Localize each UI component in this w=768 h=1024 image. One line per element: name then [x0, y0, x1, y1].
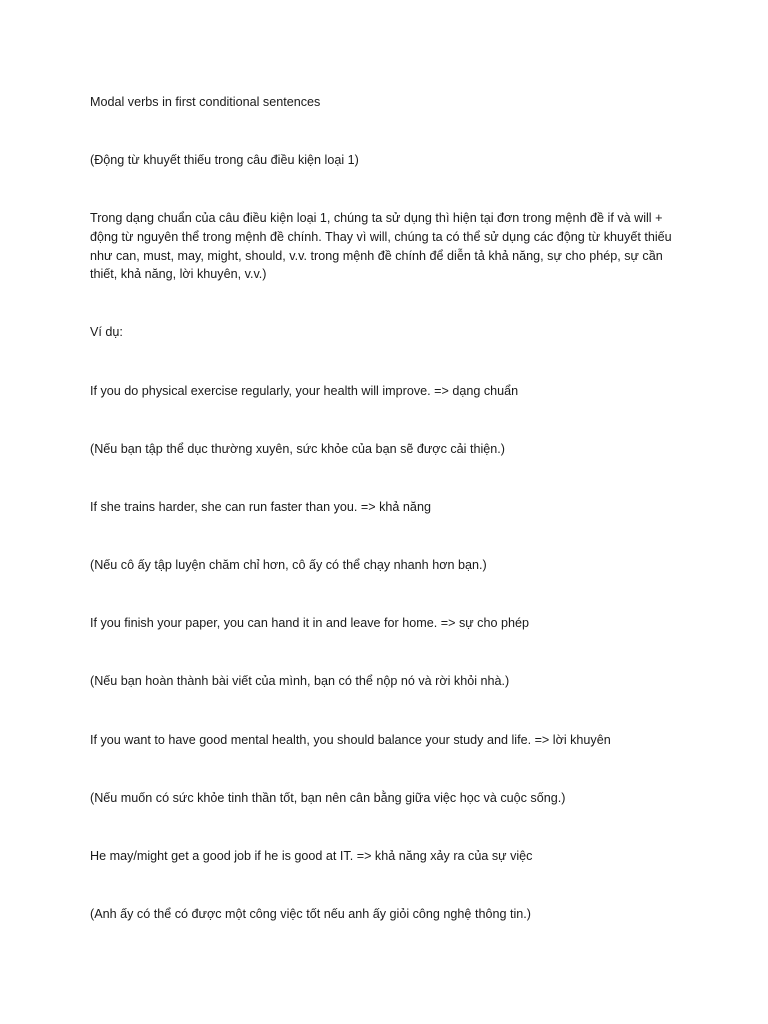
example-sentence: If you want to have good mental health, you should balance your study and life. => lời khuyên	[90, 732, 611, 747]
example-sentence: If you finish your paper, you can hand it in and leave for home. => sự cho phép	[90, 616, 529, 631]
example-translation: (Nếu muốn có sức khỏe tinh thần tốt, bạn nên cân bằng giữa việc học và cuộc sống.)	[90, 790, 566, 805]
example-translation: (Anh ấy có thể có được một công việc tốt nếu anh ấy giỏi công nghệ thông tin.)	[90, 907, 531, 922]
example-sentence: He may/might get a good job if he is good at IT. => khả năng xảy ra của sự việc	[90, 849, 533, 864]
example-translation: (Nếu cô ấy tập luyện chăm chỉ hơn, cô ấy có thể chạy nhanh hơn bạn.)	[90, 558, 487, 573]
document-title: Modal verbs in first conditional sentences	[90, 95, 321, 109]
example-sentence: If you do physical exercise regularly, your health will improve. => dạng chuẩn	[90, 383, 519, 398]
document-subtitle: (Động từ khuyết thiếu trong câu điều kiện loại 1)	[90, 153, 359, 168]
example-sentence: If she trains harder, she can run faster than you. => khả năng	[90, 499, 431, 514]
example-translation: (Nếu bạn tập thể dục thường xuyên, sức khỏe của bạn sẽ được cải thiện.)	[90, 441, 505, 456]
example-translation: (Nếu bạn hoàn thành bài viết của mình, bạn có thể nộp nó và rời khỏi nhà.)	[90, 674, 510, 689]
document-body	[90, 93, 686, 924]
examples-label: Ví dụ:	[90, 325, 123, 340]
intro-paragraph: Trong dạng chuẩn của câu điều kiện loại 1, chúng ta sử dụng thì hiện tại đơn trong mệnh đề if và will + động từ nguyên thể trong mệnh đề chính. Thay vì will, chúng ta có thể sử dụng các động từ khuyết thiếu như can, must, may, might, should, v.v. trong mệnh đề chính để diễn tả khả năng, sự cho phép, sự cần thiết, khả năng, lời khuyên, v.v.)	[90, 211, 672, 282]
